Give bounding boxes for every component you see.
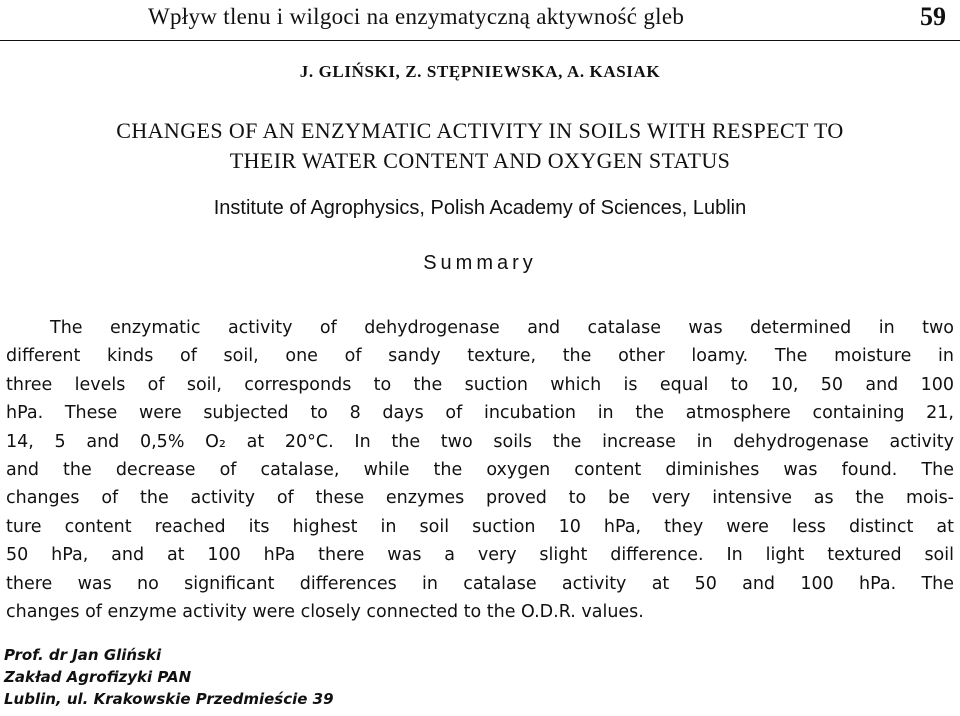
summary-line: The enzymatic activity of dehydrogenase and catalase was determined in two bbox=[50, 318, 954, 338]
summary-line: three levels of soil, corresponds to the suction which is equal to 10, 50 and 100 bbox=[6, 374, 954, 395]
summary-line: 14, 5 and 0,5% O₂ at 20°C. In the two soils the increase in dehydrogenase activity bbox=[6, 431, 954, 452]
summary-line: hPa. These were subjected to 8 days of incubation in the atmosphere containing 21, bbox=[6, 403, 954, 424]
summary-paragraph bbox=[6, 314, 954, 626]
authors: J. GLIŃSKI, Z. STĘPNIEWSKA, A. KASIAK bbox=[299, 62, 661, 81]
summary-line: there was no significant differences in catalase activity at 50 and 100 hPa. The bbox=[6, 573, 954, 594]
running-header bbox=[0, 0, 960, 41]
page-number: 59 bbox=[920, 2, 946, 31]
affiliation: Institute of Agrophysics, Polish Academy of Sciences, Lublin bbox=[213, 197, 747, 219]
summary-line: changes of the activity of these enzymes proved to be very intensive as the mois- bbox=[6, 488, 954, 509]
summary-line: different kinds of soil, one of sandy texture, the other loamy. The moisture in bbox=[6, 346, 954, 367]
summary-line: ture content reached its highest in soil suction 10 hPa, they were less distinct at bbox=[6, 516, 954, 537]
summary-heading: Summary bbox=[423, 252, 537, 274]
address-line: Lublin, ul. Krakowskie Przedmieście 39 bbox=[4, 690, 334, 708]
article-title-line: THEIR WATER CONTENT AND OXYGEN STATUS bbox=[229, 148, 731, 173]
running-title: Wpływ tlenu i wilgoci na enzymatyczną aktywność gleb bbox=[148, 4, 685, 29]
author-address bbox=[4, 644, 334, 710]
address-line: Zakład Agrofizyki PAN bbox=[4, 668, 192, 686]
summary-line: and the decrease of catalase, while the oxygen content diminishes was found. The bbox=[6, 460, 954, 481]
address-line: Prof. dr Jan Gliński bbox=[4, 646, 162, 664]
summary-line: 50 hPa, and at 100 hPa there was a very slight difference. In light textured soil bbox=[6, 545, 954, 566]
summary-line: changes of enzyme activity were closely connected to the O.D.R. values. bbox=[6, 602, 644, 623]
article-title bbox=[0, 116, 960, 176]
article-title-line: CHANGES OF AN ENZYMATIC ACTIVITY IN SOILS WITH RESPECT TO bbox=[116, 118, 844, 143]
